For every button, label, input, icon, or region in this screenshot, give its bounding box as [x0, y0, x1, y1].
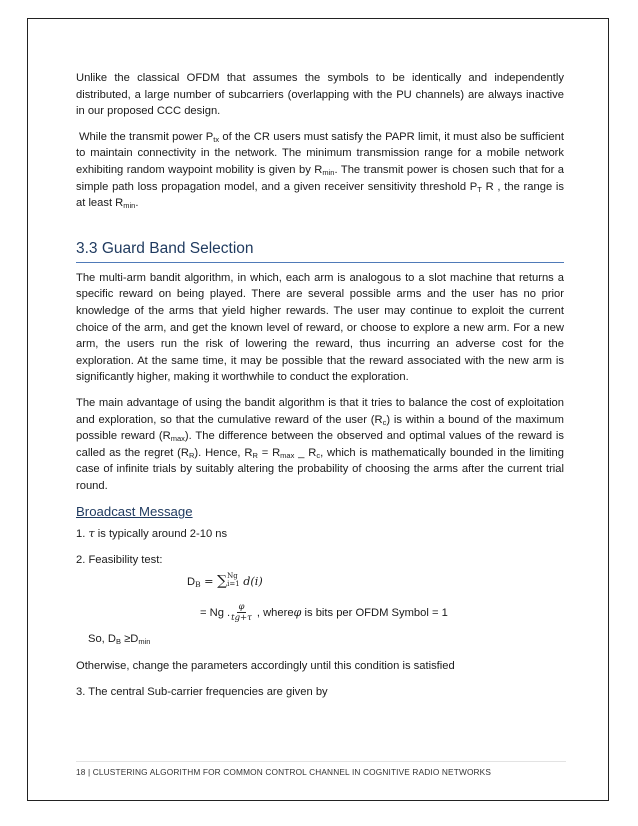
paragraph-text: The multi-arm bandit algorithm, in which, each arm is analogous to a slot machine that returns a specific reward on being played. There are several possible arms and the user has no prior knowledge of the arms that yield higher rewards. The user may continue to exploit the current choice of the arm, and get the known level of reward, or choose to explore a new arm. For a new arm, the users run the risk of lowering the reward, thus incurring an adverse cost for the exploration. At the same time, it may be possible that the reward associated with the new arm is significantly higher, making it worthwhile to conduct the exploration.	[76, 271, 564, 384]
eq-equals: =	[200, 574, 218, 588]
paragraph-text: Otherwise, change the parameters accordingly until this condition is satisfied	[76, 660, 455, 673]
text-run: ≥D	[121, 632, 139, 645]
paragraph-transmit-power	[76, 129, 564, 212]
text-run: ). Hence, R	[194, 446, 253, 459]
text-run: .	[135, 197, 139, 210]
text-run: . The transmit power is chosen such that for a simple path loss propagation model, and a given receiver sensitivity threshold P	[76, 163, 564, 193]
phi-symbol: φ	[293, 606, 302, 620]
sum-symbol: ∑	[217, 572, 228, 589]
subscript: min	[138, 636, 151, 646]
condition-line	[88, 631, 564, 648]
paragraph-bandit	[76, 270, 564, 386]
text-run: R , the range is at least R	[76, 180, 564, 210]
list-text: 3. The central Sub-carrier frequencies are given by	[76, 685, 328, 698]
eq-text: , where	[256, 606, 294, 619]
sum-lower: i=1	[227, 579, 240, 588]
eq-text: is bits per OFDM Symbol = 1	[304, 606, 448, 619]
footer-rule	[76, 761, 566, 762]
list-number: 1.	[76, 528, 89, 541]
text-run: ). The difference between the observed and optimal values of the reward is called as the regret (R	[76, 430, 564, 459]
text-run: The main advantage of using the bandit algorithm is that it tries to balance the cost of exploitation and exploration, so that the cumulative reward of the user (R	[76, 396, 564, 426]
tau-symbol: τ	[88, 527, 95, 541]
equation-ratio	[200, 599, 564, 627]
sum-term: d(i)	[239, 574, 263, 588]
section-heading: 3.3 Guard Band Selection	[76, 239, 254, 257]
paragraph-regret	[76, 395, 564, 495]
equation-sum	[187, 573, 564, 595]
list-text: is typically around 2-10 ns	[94, 528, 228, 541]
list-item-1	[76, 526, 564, 543]
eq-subscript: B	[195, 579, 201, 589]
subscript: min	[322, 167, 335, 177]
sum-upper: Ng	[227, 571, 238, 580]
page-content	[76, 70, 564, 700]
list-item-3	[76, 684, 564, 701]
text-run: , which is mathematically bounded in the limiting case of infinite trials by suitably altering the probability of choosing the arms after the current trial round.	[76, 446, 564, 492]
otherwise-line	[76, 658, 564, 675]
subscript: tx	[213, 134, 220, 144]
subscript: max	[170, 434, 185, 444]
text-run: = R	[257, 446, 281, 459]
subscript: c	[382, 417, 387, 427]
sum-limits	[227, 572, 240, 588]
heading-rule	[76, 262, 564, 263]
subscript: B	[115, 636, 121, 646]
fraction-denominator: tg+τ	[231, 613, 252, 624]
list-item-2	[76, 552, 564, 569]
list-text: 2. Feasibility test:	[76, 554, 163, 567]
fraction-numerator: φ	[238, 602, 245, 613]
fraction	[231, 602, 252, 623]
subscript: max	[280, 450, 295, 460]
text-run: _ R	[294, 446, 317, 459]
text-run: of the CR users must satisfy the PAPR limit, it must also be sufficient to maintain connectivity in the network. The minimum transmission range for a mobile network exhibiting random waypoint mobility is given by R	[76, 130, 564, 176]
text-run: ) is within a bound of the maximum possible reward (R	[76, 413, 564, 443]
subscript: T	[477, 184, 482, 194]
eq-lhs: D	[187, 575, 196, 588]
subscript: min	[123, 201, 136, 211]
text-run: While the transmit power P	[79, 130, 214, 143]
page-footer: 18 | CLUSTERING ALGORITHM FOR COMMON CONTROL CHANNEL IN COGNITIVE RADIO NETWORKS	[76, 767, 492, 777]
subscript: c	[316, 450, 321, 460]
eq-prefix: = Ng .	[200, 606, 231, 619]
subsection-heading: Broadcast Message	[76, 504, 193, 520]
paragraph-ofdm	[76, 70, 564, 120]
subscript: R	[188, 450, 195, 460]
text-run: So, D	[88, 632, 116, 645]
subscript: R	[252, 450, 258, 460]
paragraph-text: Unlike the classical OFDM that assumes the symbols to be identically and independently distributed, a large number of subcarriers (overlapping with the PU channels) are always inactive in our proposed CCC design.	[76, 72, 564, 118]
